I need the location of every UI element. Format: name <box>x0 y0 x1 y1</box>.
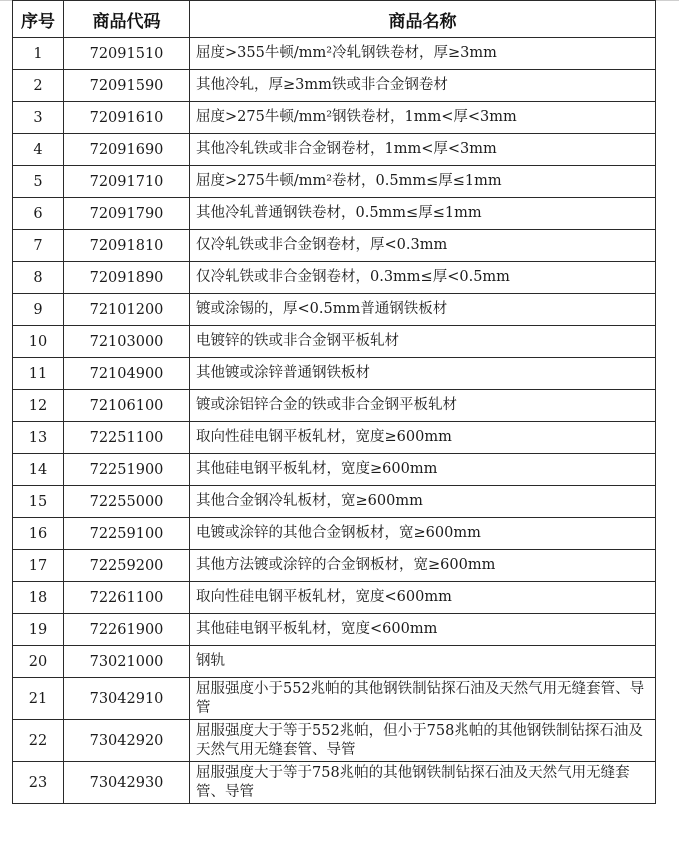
table-row <box>13 294 656 326</box>
cell-commodity-code: 72251900 <box>64 454 190 486</box>
cell-commodity-name: 取向性硅电钢平板轧材，宽度<600mm <box>190 582 656 614</box>
cell-commodity-code: 72101200 <box>64 294 190 326</box>
cell-serial-number: 9 <box>13 294 64 326</box>
cell-commodity-name: 其他硅电钢平板轧材，宽度<600mm <box>190 614 656 646</box>
cell-commodity-code: 73021000 <box>64 646 190 678</box>
cell-commodity-code: 73042920 <box>64 720 190 762</box>
cell-serial-number: 6 <box>13 198 64 230</box>
cell-commodity-name: 其他镀或涂锌普通钢铁板材 <box>190 358 656 390</box>
table-row <box>13 358 656 390</box>
table-row <box>13 70 656 102</box>
cell-commodity-code: 72091890 <box>64 262 190 294</box>
cell-commodity-code: 72261900 <box>64 614 190 646</box>
cell-serial-number: 4 <box>13 134 64 166</box>
cell-commodity-name: 取向性硅电钢平板轧材，宽度≥600mm <box>190 422 656 454</box>
header-serial-number: 序号 <box>13 1 64 38</box>
cell-commodity-name: 镀或涂锡的，厚<0.5mm普通钢铁板材 <box>190 294 656 326</box>
table-row <box>13 134 656 166</box>
cell-commodity-name: 电镀锌的铁或非合金钢平板轧材 <box>190 326 656 358</box>
table-row <box>13 390 656 422</box>
cell-commodity-code: 72251100 <box>64 422 190 454</box>
table-header <box>13 1 656 38</box>
cell-serial-number: 20 <box>13 646 64 678</box>
cell-serial-number: 8 <box>13 262 64 294</box>
header-row <box>13 1 656 38</box>
cell-serial-number: 18 <box>13 582 64 614</box>
cell-commodity-code: 72259100 <box>64 518 190 550</box>
header-commodity-code: 商品代码 <box>64 1 190 38</box>
table-body <box>13 38 656 804</box>
cell-commodity-name: 屈服强度小于552兆帕的其他钢铁制钻探石油及天然气用无缝套管、导管 <box>190 678 656 720</box>
cell-commodity-name: 其他硅电钢平板轧材，宽度≥600mm <box>190 454 656 486</box>
table-row <box>13 198 656 230</box>
table-row <box>13 646 656 678</box>
cell-commodity-name: 屈度>355牛顿/mm²冷轧钢铁卷材，厚≥3mm <box>190 38 656 70</box>
cell-serial-number: 19 <box>13 614 64 646</box>
cell-serial-number: 17 <box>13 550 64 582</box>
header-commodity-name: 商品名称 <box>190 1 656 38</box>
cell-commodity-name: 其他冷轧铁或非合金钢卷材，1mm<厚<3mm <box>190 134 656 166</box>
table-row <box>13 614 656 646</box>
cell-commodity-name: 钢轨 <box>190 646 656 678</box>
cell-commodity-code: 72091510 <box>64 38 190 70</box>
cell-serial-number: 14 <box>13 454 64 486</box>
cell-commodity-name: 其他冷轧普通钢铁卷材，0.5mm≤厚≤1mm <box>190 198 656 230</box>
cell-commodity-code: 72261100 <box>64 582 190 614</box>
cell-commodity-name: 其他合金钢冷轧板材，宽≥600mm <box>190 486 656 518</box>
cell-serial-number: 1 <box>13 38 64 70</box>
cell-commodity-name: 其他方法镀或涂锌的合金钢板材，宽≥600mm <box>190 550 656 582</box>
cell-commodity-name: 仅冷轧铁或非合金钢卷材，厚<0.3mm <box>190 230 656 262</box>
cell-commodity-code: 73042910 <box>64 678 190 720</box>
cell-serial-number: 12 <box>13 390 64 422</box>
cell-serial-number: 11 <box>13 358 64 390</box>
table-row <box>13 550 656 582</box>
cell-commodity-name: 镀或涂铝锌合金的铁或非合金钢平板轧材 <box>190 390 656 422</box>
table-row <box>13 762 656 804</box>
commodity-table-container <box>12 0 655 804</box>
cell-serial-number: 7 <box>13 230 64 262</box>
cell-commodity-code: 72104900 <box>64 358 190 390</box>
cell-serial-number: 21 <box>13 678 64 720</box>
cell-commodity-code: 72091710 <box>64 166 190 198</box>
table-row <box>13 262 656 294</box>
cell-commodity-name: 屈服强度大于等于552兆帕，但小于758兆帕的其他钢铁制钻探石油及天然气用无缝套管、导管 <box>190 720 656 762</box>
table-row <box>13 38 656 70</box>
table-row <box>13 230 656 262</box>
cell-commodity-code: 72255000 <box>64 486 190 518</box>
cell-commodity-code: 72259200 <box>64 550 190 582</box>
table-row <box>13 422 656 454</box>
cell-commodity-code: 72091810 <box>64 230 190 262</box>
table-row <box>13 720 656 762</box>
cell-commodity-name: 其他冷轧，厚≥3mm铁或非合金钢卷材 <box>190 70 656 102</box>
cell-commodity-code: 73042930 <box>64 762 190 804</box>
table-row <box>13 678 656 720</box>
cell-serial-number: 16 <box>13 518 64 550</box>
cell-commodity-code: 72091610 <box>64 102 190 134</box>
cell-commodity-name: 电镀或涂锌的其他合金钢板材，宽≥600mm <box>190 518 656 550</box>
cell-commodity-code: 72106100 <box>64 390 190 422</box>
cell-serial-number: 2 <box>13 70 64 102</box>
cell-commodity-name: 仅冷轧铁或非合金钢卷材，0.3mm≤厚<0.5mm <box>190 262 656 294</box>
cell-serial-number: 15 <box>13 486 64 518</box>
cell-commodity-code: 72091790 <box>64 198 190 230</box>
table-row <box>13 454 656 486</box>
cell-commodity-code: 72091590 <box>64 70 190 102</box>
cell-commodity-name: 屈度>275牛顿/mm²卷材，0.5mm≤厚≤1mm <box>190 166 656 198</box>
cell-serial-number: 10 <box>13 326 64 358</box>
cell-serial-number: 23 <box>13 762 64 804</box>
table-row <box>13 166 656 198</box>
table-row <box>13 486 656 518</box>
cell-serial-number: 3 <box>13 102 64 134</box>
table-row <box>13 582 656 614</box>
cell-commodity-name: 屈服强度大于等于758兆帕的其他钢铁制钻探石油及天然气用无缝套管、导管 <box>190 762 656 804</box>
cell-serial-number: 5 <box>13 166 64 198</box>
cell-serial-number: 22 <box>13 720 64 762</box>
cell-commodity-code: 72103000 <box>64 326 190 358</box>
table-row <box>13 518 656 550</box>
cell-commodity-name: 屈度>275牛顿/mm²钢铁卷材，1mm<厚<3mm <box>190 102 656 134</box>
cell-serial-number: 13 <box>13 422 64 454</box>
table-row <box>13 326 656 358</box>
table-row <box>13 102 656 134</box>
cell-commodity-code: 72091690 <box>64 134 190 166</box>
commodity-table <box>12 0 656 804</box>
